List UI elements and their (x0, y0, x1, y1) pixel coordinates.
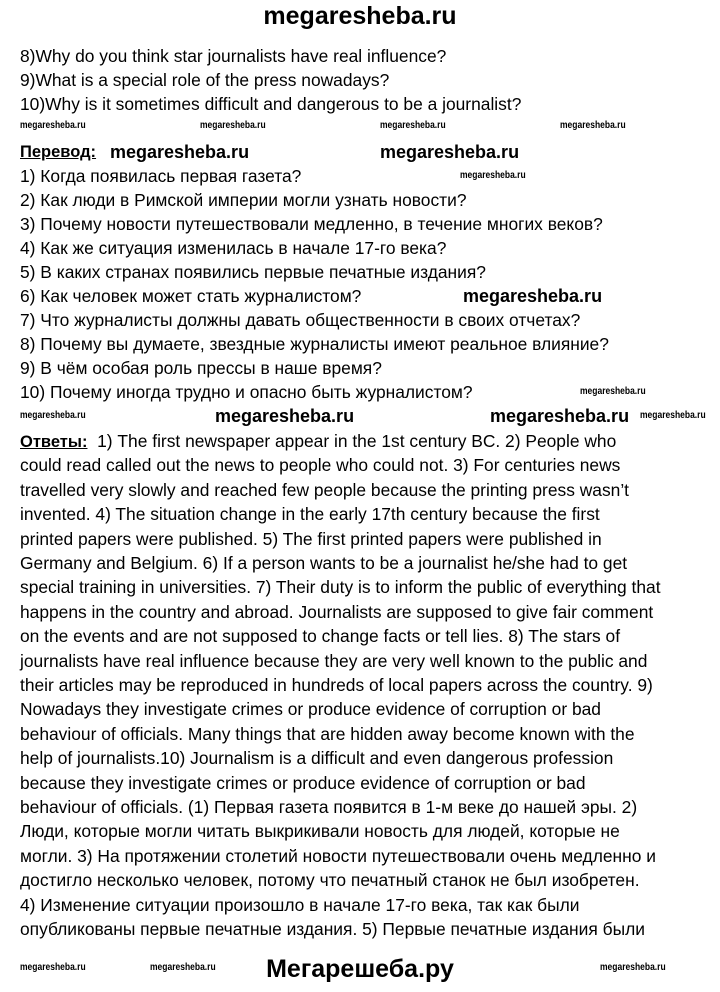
answer-line: достигло несколько человек, потому что печатный станок не был изобретен. (20, 870, 640, 891)
answer-line: invented. 4) The situation change in the early 17th century because the first (20, 504, 600, 525)
translation-item: 9) В чём особая роль прессы в наше время? (20, 358, 382, 378)
answer-text: 1) The first newspaper appear in the 1st century BC. 2) People who (97, 431, 617, 451)
answer-line: Люди, которые могли читать выкрикивали новость для людей, которые не (20, 821, 620, 842)
watermark: megaresheba.ru (20, 120, 86, 131)
watermark: megaresheba.ru (150, 962, 216, 973)
answer-line: Germany and Belgium. 6) If a person wants to be a journalist he/she had to get (20, 553, 628, 573)
watermark: megaresheba.ru (200, 120, 266, 131)
question-item: 9)What is a special role of the press nowadays? (20, 70, 390, 90)
translation-item: 5) В каких странах появились первые печатные издания? (20, 262, 486, 282)
answer-line: Nowadays they investigate crimes or produce evidence of corruption or bad (20, 699, 601, 720)
answer-line: their articles may be reproduced in hundreds of local papers across the country. 9) (20, 675, 653, 695)
translation-item: 1) Когда появилась первая газета? (20, 166, 302, 186)
watermark: megaresheba.ru (380, 120, 446, 131)
watermark: megaresheba.ru (600, 962, 666, 973)
watermark: megaresheba.ru (380, 142, 520, 162)
watermark: megaresheba.ru (20, 410, 86, 421)
watermark: megaresheba.ru (460, 170, 526, 181)
answer-line: because they investigate crimes or produce evidence of corruption or bad (20, 772, 586, 793)
watermark: megaresheba.ru (580, 386, 646, 397)
watermark: megaresheba.ru (490, 406, 630, 426)
watermark: megaresheba.ru (20, 962, 86, 973)
translation-item: 4) Как же ситуация изменилась в начале 17-го века? (20, 238, 447, 258)
answer-line: journalists have real influence because they are very well known to the public and (20, 650, 648, 671)
translation-item: 7) Что журналисты должны давать общественности в своих отчетах? (20, 310, 581, 330)
answer-line: on the events and are not supposed to change facts or tell lies. 8) The stars of (20, 626, 621, 647)
watermark: megaresheba.ru (463, 286, 603, 306)
answer-line: could read called out the news to people who could not. 3) For centuries news (20, 455, 621, 476)
site-title: megaresheba.ru (263, 2, 457, 30)
translation-item: 6) Как человек может стать журналистом? (20, 286, 362, 306)
question-item: 8)Why do you think star journalists have real influence? (20, 46, 447, 66)
answers-heading: Ответы: (20, 433, 88, 451)
answer-line: special training in universities. 7) Their duty is to inform the public of everything that (20, 577, 661, 598)
question-item: 10)Why is it sometimes difficult and dangerous to be a journalist? (20, 94, 522, 114)
answer-line: behaviour of officials. (1) Первая газета появится в 1-м веке до нашей эры. 2) (20, 797, 638, 817)
watermark: megaresheba.ru (215, 406, 355, 426)
watermark: megaresheba.ru (560, 120, 626, 131)
answer-line: 4) Изменение ситуации произошло в начале 17-го века, так как были (20, 894, 580, 915)
answer-line: могли. 3) На протяжении столетий новости путешествовали очень медленно и (20, 845, 656, 866)
answers-first-line (20, 431, 616, 452)
answer-line: printed papers were published. 5) The first printed papers were published in (20, 528, 602, 549)
footer-site-name: Мегарешеба.ру (266, 955, 454, 983)
translation-item: 10) Почему иногда трудно и опасно быть журналистом? (20, 382, 473, 402)
answer-line: help of journalists.10) Journalism is a difficult and even dangerous profession (20, 748, 614, 769)
translation-item: 3) Почему новости путешествовали медленно, в течение многих веков? (20, 214, 603, 234)
answer-line: behaviour of officials. Many things that are hidden away become known with the (20, 723, 635, 744)
answer-line: travelled very slowly and reached few people because the printing press wasn’t (20, 479, 630, 500)
translation-item: 2) Как люди в Римской империи могли узнать новости? (20, 190, 467, 210)
answer-line: опубликованы первые печатные издания. 5) Первые печатные издания были (20, 919, 645, 939)
translation-item: 8) Почему вы думаете, звездные журналисты имеют реальное влияние? (20, 334, 609, 354)
answer-line: happens in the country and abroad. Journalists are supposed to give fair comment (20, 601, 654, 622)
watermark: megaresheba.ru (110, 142, 250, 162)
translation-heading: Перевод: (20, 143, 97, 161)
watermark: megaresheba.ru (640, 410, 706, 421)
